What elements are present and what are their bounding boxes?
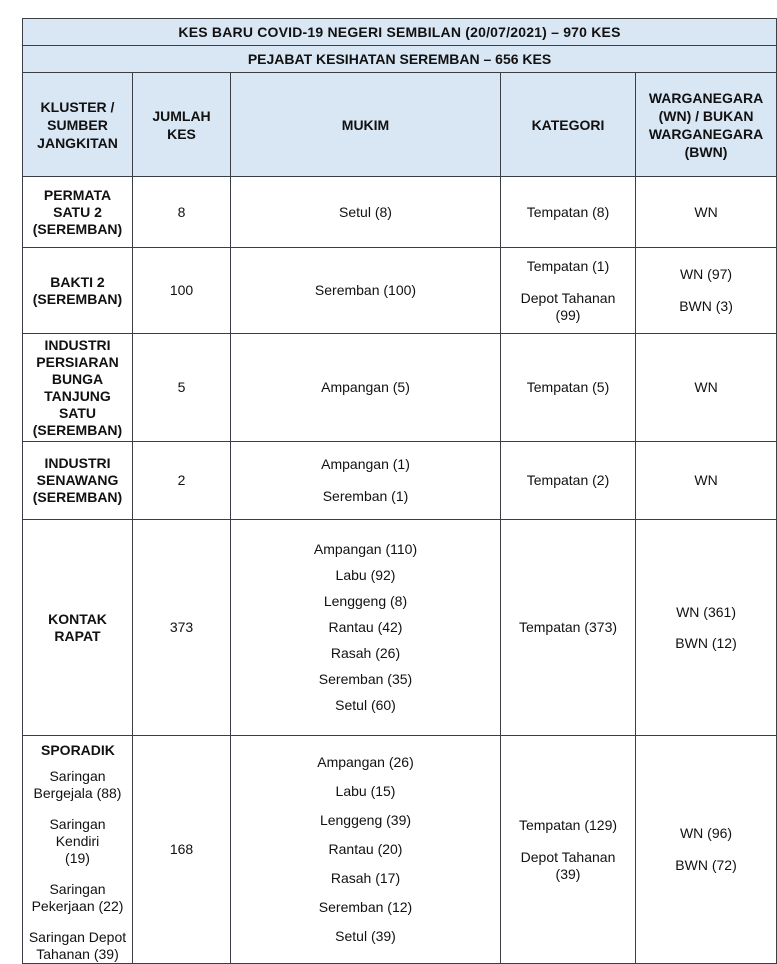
cluster-line: SATU 2 <box>53 203 102 220</box>
mukim-item: Rantau (42) <box>328 619 403 635</box>
mukim-cell <box>231 736 501 964</box>
cluster-line: INDUSTRI <box>44 336 111 353</box>
table-title: KES BARU COVID-19 NEGERI SEMBILAN (20/07/2021) – 970 KES <box>23 19 777 46</box>
mukim-item: Lenggeng (39) <box>319 812 412 828</box>
sporadik-subitem-line: Pekerjaan (22) <box>31 898 124 914</box>
cluster-line: BUNGA <box>51 370 104 387</box>
mukim-cell <box>231 442 501 520</box>
citizen-item: WN (97) <box>679 266 733 282</box>
sporadik-subitem <box>27 929 128 963</box>
mukim-item: Ampangan (26) <box>317 754 414 770</box>
sporadik-subitem <box>27 881 128 915</box>
citizen-item: WN (361) <box>676 603 736 620</box>
mukim-item: Labu (15) <box>335 783 396 799</box>
table-row <box>23 177 777 248</box>
cluster-cell <box>23 736 133 964</box>
citizen-item: BWN (72) <box>675 857 737 873</box>
mukim-item: Seremban (35) <box>318 671 413 687</box>
header-citizen-line: WARGANEGARA <box>648 125 764 142</box>
citizen-cell <box>636 442 777 520</box>
mukim-item: Lenggeng (8) <box>323 593 408 609</box>
cluster-line: KONTAK <box>48 610 107 627</box>
sporadik-subitem <box>27 816 128 867</box>
kategori-cell <box>501 177 636 248</box>
cluster-line: BAKTI 2 <box>50 273 105 290</box>
table-row <box>23 334 777 442</box>
kategori-item: Tempatan (1) <box>526 257 610 274</box>
cases-cell: 2 <box>133 442 231 520</box>
cluster-line: INDUSTRI <box>44 455 111 471</box>
cluster-line: (SEREMBAN) <box>32 220 123 237</box>
cluster-cell <box>23 334 133 442</box>
citizen-cell <box>636 248 777 334</box>
mukim-cell <box>231 248 501 334</box>
cases-cell: 168 <box>133 736 231 964</box>
sporadik-subitem <box>27 768 128 802</box>
sporadik-subitem-line: Saringan <box>49 768 106 784</box>
cases-cell: 5 <box>133 334 231 442</box>
citizen-item: WN <box>694 379 718 395</box>
header-cluster-line: SUMBER <box>47 116 108 133</box>
kategori-cell <box>501 334 636 442</box>
header-citizen <box>636 73 777 177</box>
kategori-item: Tempatan (2) <box>526 472 610 488</box>
header-kategori: KATEGORI <box>501 73 636 177</box>
mukim-item: Rasah (26) <box>330 645 401 661</box>
mukim-item: Ampangan (1) <box>321 456 410 472</box>
cluster-line: PERMATA <box>43 186 112 203</box>
cluster-line: (SEREMBAN) <box>32 489 123 505</box>
kategori-item: Depot Tahanan <box>520 848 616 865</box>
mukim-item: Ampangan (5) <box>321 379 410 395</box>
header-cluster <box>23 73 133 177</box>
sporadik-subitem-line: Saringan Depot <box>28 929 127 945</box>
mukim-item: Rasah (17) <box>330 870 401 886</box>
kategori-item: (39) <box>555 865 581 882</box>
mukim-cell <box>231 520 501 736</box>
kategori-cell <box>501 248 636 334</box>
mukim-item: Ampangan (110) <box>313 541 418 557</box>
mukim-item: Seremban (12) <box>318 899 413 915</box>
mukim-item: Setul (8) <box>339 203 392 220</box>
header-cluster-line: JANGKITAN <box>37 134 118 151</box>
header-citizen-line: (WN) / BUKAN <box>658 107 754 124</box>
citizen-item: WN <box>694 203 718 220</box>
sporadik-subitem-line: Tahanan (39) <box>36 946 119 962</box>
cases-cell: 100 <box>133 248 231 334</box>
kategori-item: Tempatan (373) <box>518 619 618 635</box>
cluster-cell <box>23 442 133 520</box>
header-citizen-line: WARGANEGARA <box>648 89 764 106</box>
cluster-line: (SEREMBAN) <box>32 421 123 438</box>
citizen-item: BWN (12) <box>675 634 737 651</box>
cases-table <box>22 18 777 964</box>
kategori-cell <box>501 442 636 520</box>
table-row <box>23 248 777 334</box>
sporadik-subitem-line: Saringan <box>49 881 106 897</box>
mukim-item: Rantau (20) <box>328 841 403 857</box>
cluster-line: RAPAT <box>54 627 101 644</box>
kategori-cell <box>501 520 636 736</box>
table-row <box>23 736 777 964</box>
kategori-item: (99) <box>555 306 581 323</box>
table-subtitle: PEJABAT KESIHATAN SEREMBAN – 656 KES <box>23 46 777 73</box>
cluster-line: (SEREMBAN) <box>32 290 123 307</box>
mukim-item: Seremban (100) <box>314 282 417 298</box>
sporadik-subitem-line: Saringan Kendiri <box>49 816 106 849</box>
sporadik-subitem-line: Bergejala (88) <box>33 785 122 801</box>
kategori-item: Tempatan (8) <box>526 203 610 220</box>
cluster-cell <box>23 248 133 334</box>
cluster-line: PERSIARAN <box>36 353 119 370</box>
cases-cell: 373 <box>133 520 231 736</box>
citizen-cell <box>636 177 777 248</box>
cluster-cell <box>23 520 133 736</box>
cluster-line: SATU <box>58 404 97 421</box>
covid-cases-sheet <box>22 18 764 964</box>
header-cases-line: KES <box>167 125 196 142</box>
citizen-cell <box>636 520 777 736</box>
citizen-item: BWN (3) <box>679 298 733 314</box>
kategori-item: Tempatan (129) <box>518 816 618 833</box>
cluster-cell <box>23 177 133 248</box>
sporadik-subitem-line: (19) <box>65 850 90 866</box>
kategori-item: Depot Tahanan <box>520 289 616 306</box>
kategori-item: Tempatan (5) <box>526 379 610 395</box>
header-citizen-line: (BWN) <box>684 143 728 160</box>
header-mukim: MUKIM <box>231 73 501 177</box>
mukim-item: Setul (39) <box>335 928 396 944</box>
header-cases-line: JUMLAH <box>152 107 211 124</box>
citizen-cell <box>636 736 777 964</box>
cases-cell: 8 <box>133 177 231 248</box>
citizen-item: WN <box>694 472 718 488</box>
cluster-line: TANJUNG <box>44 387 111 404</box>
header-cases <box>133 73 231 177</box>
mukim-item: Setul (60) <box>335 697 396 713</box>
mukim-item: Labu (92) <box>335 567 396 583</box>
cluster-line: SENAWANG <box>36 472 119 488</box>
citizen-cell <box>636 334 777 442</box>
kategori-cell <box>501 736 636 964</box>
cluster-line: SPORADIK <box>41 742 115 758</box>
citizen-item: WN (96) <box>679 825 733 841</box>
mukim-cell <box>231 334 501 442</box>
table-row <box>23 442 777 520</box>
mukim-cell <box>231 177 501 248</box>
table-row <box>23 520 777 736</box>
mukim-item: Seremban (1) <box>322 488 409 504</box>
header-cluster-line: KLUSTER / <box>40 98 115 115</box>
